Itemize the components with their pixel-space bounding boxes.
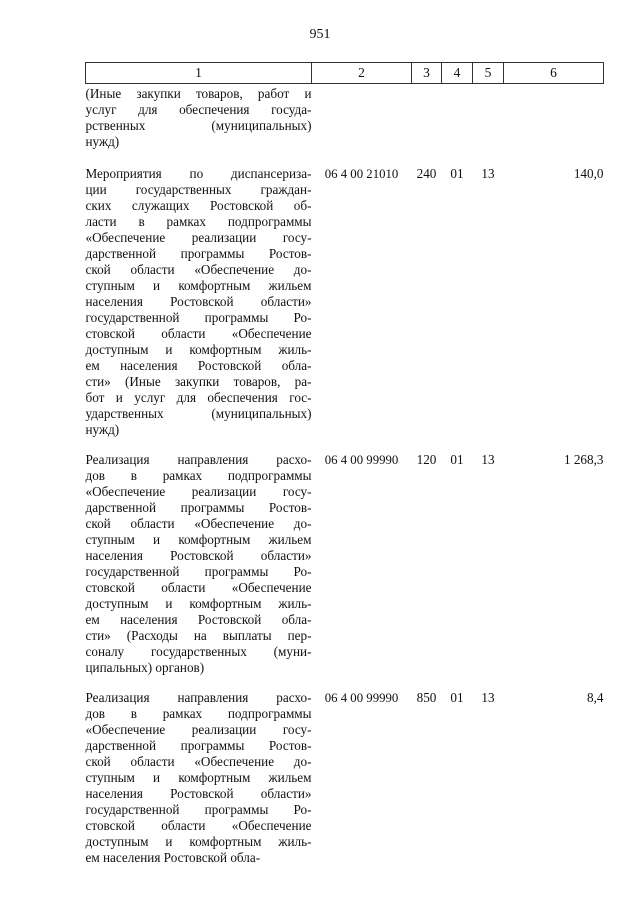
description-line: доступным и комфортным жиль- [85, 834, 312, 849]
description-line: населения Ростовской области» [85, 294, 312, 309]
target-article-code [312, 84, 412, 167]
description-line: соналу государственных (муни- [85, 644, 312, 659]
row-description [86, 452, 312, 690]
description-line: ем населения Ростовской обла- [85, 850, 261, 865]
description-line: нужд) [85, 422, 120, 437]
subsection-code [473, 84, 504, 167]
amount-value [504, 84, 604, 167]
description-line: государственной программы Ро- [85, 310, 312, 325]
description-line: ских служащих Ростовской об- [85, 198, 312, 213]
table-body [86, 84, 604, 881]
description-line: ской области «Обеспечение до- [85, 262, 312, 277]
amount-value: 1 268,3 [563, 452, 604, 467]
column-header-1: 1 [86, 63, 312, 84]
description-line: населения Ростовской области» [85, 548, 312, 563]
description-line: ем населения Ростовской обла- [85, 358, 312, 373]
description-line: «Обеспечение реализации госу- [85, 722, 312, 737]
amount-value: 140,0 [573, 166, 604, 181]
description-line: дарственной программы Ростов- [85, 246, 312, 261]
description-line: ции государственных граждан- [85, 182, 312, 197]
description-line: сти» (Расходы на выплаты пер- [85, 628, 312, 643]
target-article-code: 06 4 00 99990 [324, 453, 399, 467]
column-header-4: 4 [442, 63, 473, 84]
description-line: Реализация направления расхо- [85, 690, 312, 705]
section-code: 01 [450, 166, 464, 181]
description-line: ступным и комфортным жильем [85, 770, 312, 785]
amount-value: 8,4 [587, 690, 604, 705]
description-line: ступным и комфортным жильем [85, 532, 312, 547]
table-row [86, 166, 604, 452]
column-header-6: 6 [504, 63, 604, 84]
description-line: дарственной программы Ростов- [85, 738, 312, 753]
subsection-code: 13 [481, 452, 495, 467]
description-line: (Иные закупки товаров, работ и [85, 86, 312, 101]
expense-type-code: 850 [416, 690, 437, 705]
column-header-2: 2 [312, 63, 412, 84]
budget-table [85, 62, 604, 880]
description-line: ласти в рамках подпрограммы [85, 214, 312, 229]
subsection-code: 13 [481, 166, 495, 181]
description-line: доступным и комфортным жиль- [85, 342, 312, 357]
description-line: услуг для обеспечения госуда- [85, 102, 312, 117]
description-line: дов в рамках подпрограммы [85, 706, 312, 721]
table-row [86, 452, 604, 690]
section-code: 01 [450, 690, 464, 705]
table-row [86, 690, 604, 880]
description-line: стовской области «Обеспечение [85, 326, 312, 341]
row-description [86, 690, 312, 880]
expense-type-code: 240 [416, 166, 437, 181]
description-line: ципальных) органов) [85, 660, 205, 675]
description-line: сти» (Иные закупки товаров, ра- [85, 374, 312, 389]
target-article-code: 06 4 00 99990 [324, 691, 399, 705]
description-line: государственной программы Ро- [85, 802, 312, 817]
description-line: «Обеспечение реализации госу- [85, 484, 312, 499]
description-line: ской области «Обеспечение до- [85, 754, 312, 769]
description-line: Мероприятия по диспансериза- [85, 166, 312, 181]
section-code: 01 [450, 452, 464, 467]
column-header-3: 3 [412, 63, 442, 84]
description-line: стовской области «Обеспечение [85, 580, 312, 595]
description-line: Реализация направления расхо- [85, 452, 312, 467]
page-number: 951 [309, 27, 331, 42]
section-code [442, 84, 473, 167]
subsection-code: 13 [481, 690, 495, 705]
table-row [86, 84, 604, 167]
row-description [86, 84, 312, 167]
description-line: дарственной программы Ростов- [85, 500, 312, 515]
description-line: нужд) [85, 134, 120, 149]
row-description [86, 166, 312, 452]
description-line: рственных (муниципальных) [85, 118, 312, 133]
expense-type-code: 120 [416, 452, 437, 467]
description-line: ударственных (муниципальных) [85, 406, 312, 421]
description-line: ступным и комфортным жильем [85, 278, 312, 293]
expense-type-code [412, 84, 442, 167]
description-line: стовской области «Обеспечение [85, 818, 312, 833]
description-line: государственной программы Ро- [85, 564, 312, 579]
description-line: дов в рамках подпрограммы [85, 468, 312, 483]
description-line: «Обеспечение реализации госу- [85, 230, 312, 245]
column-header-5: 5 [473, 63, 504, 84]
table-header-row [86, 63, 604, 84]
description-line: ем населения Ростовской обла- [85, 612, 312, 627]
description-line: ской области «Обеспечение до- [85, 516, 312, 531]
description-line: доступным и комфортным жиль- [85, 596, 312, 611]
target-article-code: 06 4 00 21010 [324, 167, 399, 181]
description-line: населения Ростовской области» [85, 786, 312, 801]
description-line: бот и услуг для обеспечения гос- [85, 390, 312, 405]
